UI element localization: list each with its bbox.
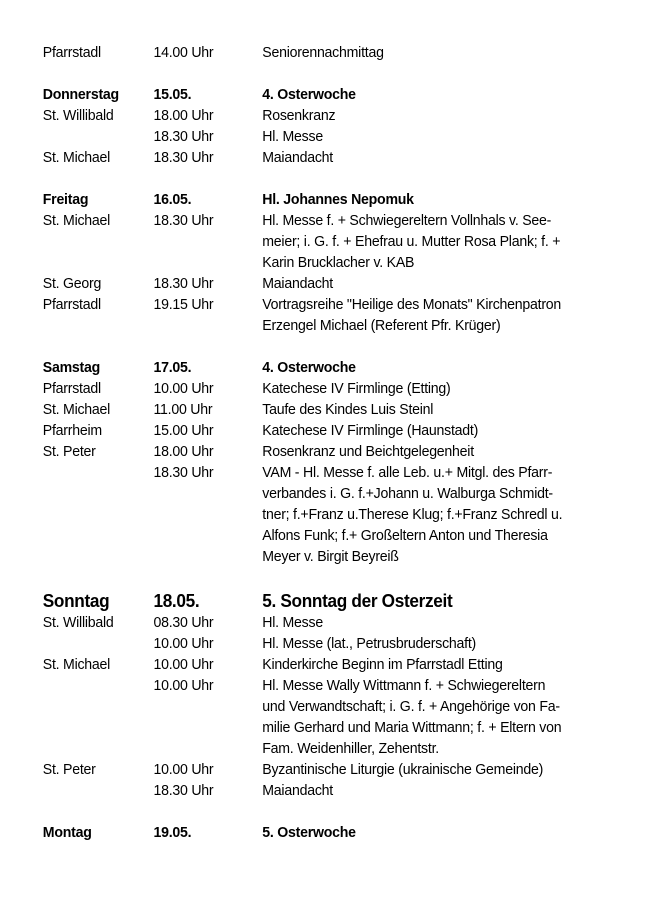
event-place: [0, 525, 153, 546]
event-place: St. Willibald: [42, 107, 114, 124]
event-time: 10.00 Uhr: [153, 635, 214, 652]
event-row: [0, 441, 601, 462]
day-header: [0, 589, 601, 612]
section-spacer: [0, 801, 646, 822]
event-place: St. Willibald: [42, 614, 114, 631]
event-description: Hl. Messe: [262, 614, 323, 631]
event-place: St. Michael: [42, 656, 111, 673]
event-place: St. Michael: [42, 149, 111, 166]
event-description: und Verwandtschaft; i. G. f. + Angehörige von Fa-: [262, 698, 560, 715]
event-description: Taufe des Kindes Luis Steinl: [262, 401, 434, 418]
day-header: [0, 357, 601, 378]
event-description: Hl. Messe Wally Wittmann f. + Schwiegereltern: [262, 677, 546, 694]
event-description: Meyer v. Birgit Beyreiß: [262, 548, 399, 565]
event-continuation-row: [0, 504, 601, 525]
event-time: [153, 315, 262, 336]
event-row: [0, 759, 601, 780]
date: 19.05.: [153, 824, 192, 841]
event-continuation-row: [0, 315, 601, 336]
event-description: Fam. Weidenhiller, Zehentstr.: [262, 740, 439, 757]
event-time: 15.00 Uhr: [153, 422, 214, 439]
event-row: [0, 294, 601, 315]
day-header: [0, 822, 601, 843]
day-title: 4. Osterwoche: [262, 359, 356, 376]
event-time: [153, 717, 262, 738]
event-time: 19.15 Uhr: [153, 296, 214, 313]
event-description: Maiandacht: [262, 275, 333, 292]
section-spacer: [0, 168, 646, 189]
event-description: verbandes i. G. f.+Johann u. Walburga Schmidt-: [262, 485, 553, 502]
section-spacer: [0, 63, 646, 84]
event-description: Hl. Messe (lat., Petrusbruderschaft): [262, 635, 477, 652]
event-continuation-row: [0, 483, 601, 504]
event-place: [0, 546, 153, 567]
event-continuation-row: [0, 252, 601, 273]
event-row: [0, 378, 601, 399]
event-row: [0, 780, 601, 801]
event-place: Pfarrstadl: [42, 44, 101, 61]
event-description: Seniorennachmittag: [262, 44, 384, 61]
event-continuation-row: [0, 717, 601, 738]
event-row: [0, 462, 601, 483]
event-time: 10.00 Uhr: [153, 380, 214, 397]
event-row: [0, 273, 601, 294]
event-time: 18.30 Uhr: [153, 464, 214, 481]
event-place: Pfarrstadl: [42, 380, 101, 397]
event-time: [153, 252, 262, 273]
event-place: St. Michael: [42, 401, 111, 418]
weekday: Sonntag: [42, 590, 110, 611]
day-title: Hl. Johannes Nepomuk: [262, 191, 414, 208]
event-place: [0, 252, 153, 273]
event-description: Erzengel Michael (Referent Pfr. Krüger): [262, 317, 501, 334]
event-description: Kinderkirche Beginn im Pfarrstadl Etting: [262, 656, 503, 673]
date: 17.05.: [153, 359, 192, 376]
event-place: St. Michael: [42, 212, 111, 229]
event-time: 18.00 Uhr: [153, 443, 214, 460]
event-continuation-row: [0, 696, 601, 717]
event-time: [153, 483, 262, 504]
event-place: [0, 504, 153, 525]
event-description: tner; f.+Franz u.Therese Klug; f.+Franz Schredl u.: [262, 506, 563, 523]
event-row: [0, 42, 601, 63]
event-description: Vortragsreihe "Heilige des Monats" Kirchenpatron: [262, 296, 562, 313]
weekday: Freitag: [42, 191, 89, 208]
event-time: [153, 696, 262, 717]
day-header: [0, 189, 601, 210]
event-description: milie Gerhard und Maria Wittmann; f. + Eltern von: [262, 719, 562, 736]
event-place: [0, 696, 153, 717]
date: 15.05.: [153, 86, 192, 103]
event-place: [0, 315, 153, 336]
event-description: meier; i. G. f. + Ehefrau u. Mutter Rosa Plank; f. +: [262, 233, 561, 250]
event-description: Katechese IV Firmlinge (Haunstadt): [262, 422, 479, 439]
event-continuation-row: [0, 546, 601, 567]
event-time: 10.00 Uhr: [153, 761, 214, 778]
event-place: [0, 231, 153, 252]
event-place: [0, 126, 153, 147]
event-place: [0, 483, 153, 504]
event-time: 11.00 Uhr: [153, 401, 213, 418]
event-place: Pfarrheim: [42, 422, 102, 439]
section-spacer: [0, 567, 646, 589]
event-time: [153, 231, 262, 252]
event-time: 18.30 Uhr: [153, 782, 214, 799]
event-row: [0, 126, 601, 147]
event-row: [0, 612, 601, 633]
event-continuation-row: [0, 738, 601, 759]
event-time: 18.30 Uhr: [153, 149, 214, 166]
event-time: 18.30 Uhr: [153, 275, 214, 292]
date: 18.05.: [153, 590, 200, 611]
event-place: Pfarrstadl: [42, 296, 101, 313]
event-row: [0, 633, 601, 654]
event-place: [0, 633, 153, 654]
event-description: Rosenkranz: [262, 107, 336, 124]
event-row: [0, 675, 601, 696]
event-place: St. Peter: [42, 443, 96, 460]
event-time: [153, 546, 262, 567]
day-title: 5. Osterwoche: [262, 824, 356, 841]
event-time: 10.00 Uhr: [153, 656, 214, 673]
event-time: 14.00 Uhr: [153, 44, 214, 61]
event-row: [0, 654, 601, 675]
day-header: [0, 84, 601, 105]
schedule-document: [0, 42, 646, 843]
event-row: [0, 420, 601, 441]
event-place: St. Peter: [42, 761, 96, 778]
weekday: Montag: [42, 824, 92, 841]
section-spacer: [0, 336, 646, 357]
event-row: [0, 105, 601, 126]
event-description: VAM - Hl. Messe f. alle Leb. u.+ Mitgl. des Pfarr-: [262, 464, 553, 481]
weekday: Donnerstag: [42, 86, 119, 103]
event-time: 18.30 Uhr: [153, 212, 214, 229]
event-continuation-row: [0, 525, 601, 546]
event-time: 18.00 Uhr: [153, 107, 214, 124]
event-place: [0, 738, 153, 759]
event-place: [0, 675, 153, 696]
day-title: 4. Osterwoche: [262, 86, 356, 103]
event-row: [0, 147, 601, 168]
event-description: Alfons Funk; f.+ Großeltern Anton und Theresia: [262, 527, 548, 544]
event-time: [153, 738, 262, 759]
event-place: [0, 717, 153, 738]
event-place: St. Georg: [42, 275, 102, 292]
event-row: [0, 210, 601, 231]
event-time: 18.30 Uhr: [153, 128, 214, 145]
weekday: Samstag: [42, 359, 101, 376]
event-description: Karin Brucklacher v. KAB: [262, 254, 415, 271]
event-description: Maiandacht: [262, 782, 333, 799]
event-place: [0, 780, 153, 801]
event-description: Hl. Messe: [262, 128, 323, 145]
event-description: Katechese IV Firmlinge (Etting): [262, 380, 451, 397]
event-description: Hl. Messe f. + Schwiegereltern Vollnhals v. See-: [262, 212, 552, 229]
event-continuation-row: [0, 231, 601, 252]
day-title: 5. Sonntag der Osterzeit: [262, 590, 453, 611]
event-place: [0, 462, 153, 483]
event-description: Maiandacht: [262, 149, 333, 166]
event-row: [0, 399, 601, 420]
event-description: Byzantinische Liturgie (ukrainische Gemeinde): [262, 761, 544, 778]
event-time: 10.00 Uhr: [153, 677, 214, 694]
date: 16.05.: [153, 191, 192, 208]
event-time: [153, 525, 262, 546]
event-time: [153, 504, 262, 525]
event-description: Rosenkranz und Beichtgelegenheit: [262, 443, 474, 460]
event-time: 08.30 Uhr: [153, 614, 214, 631]
